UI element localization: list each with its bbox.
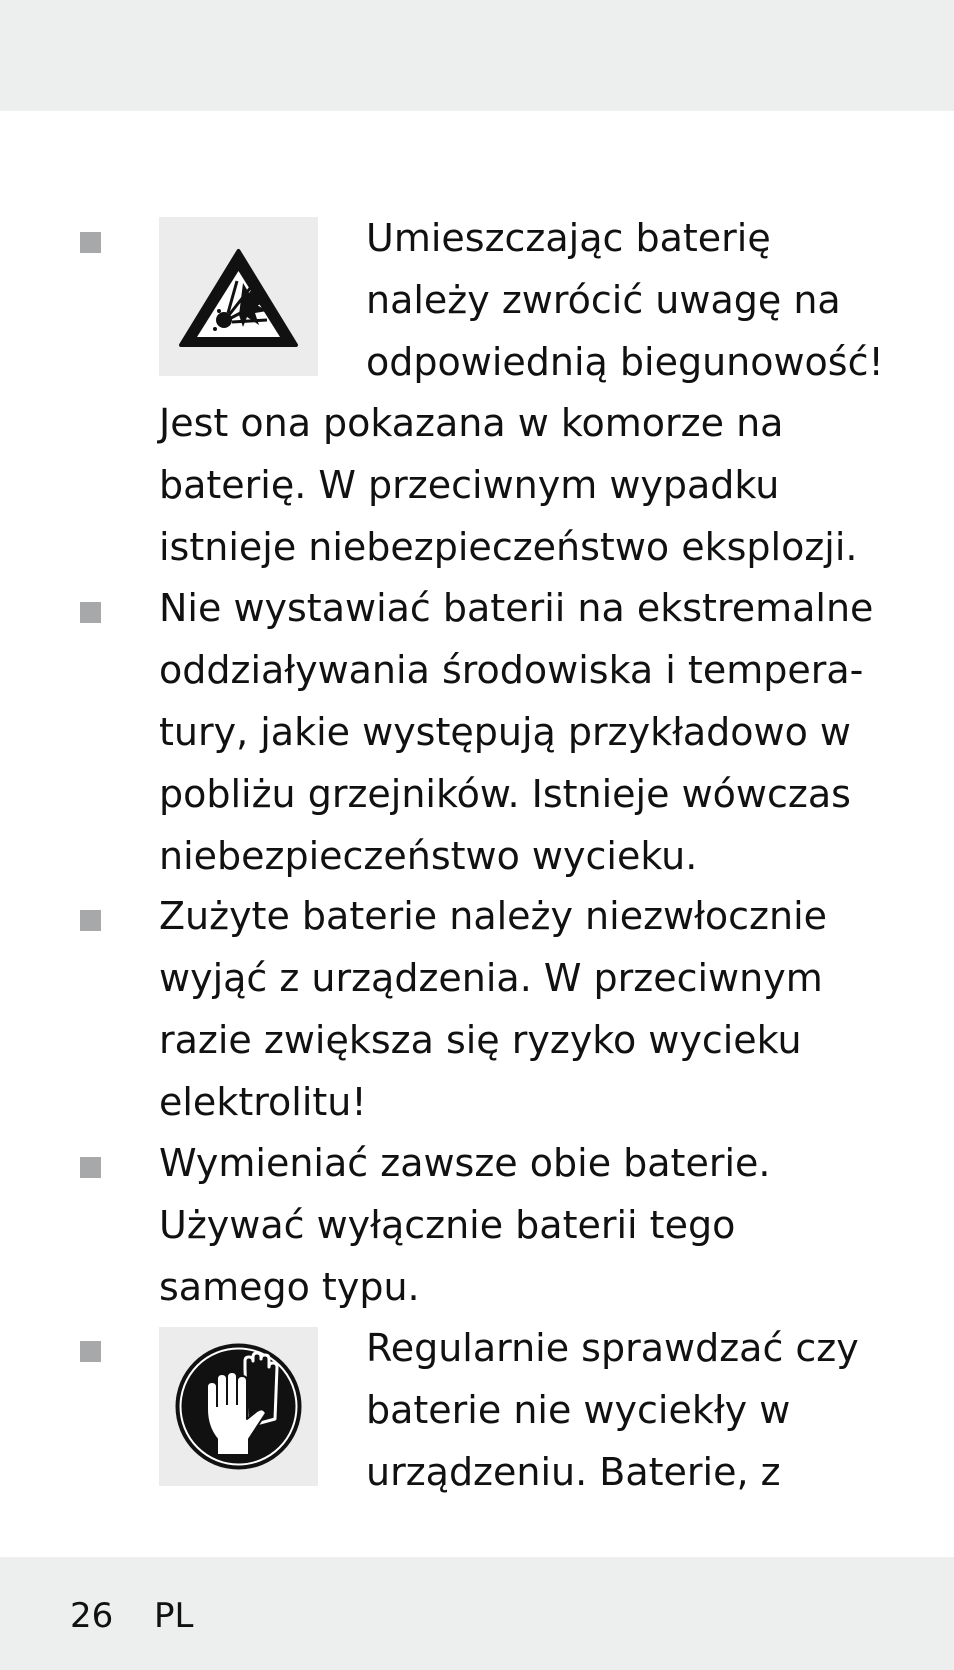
- text-line: samego typu.: [159, 1265, 420, 1309]
- text-line: elektrolitu!: [159, 1080, 367, 1124]
- footer-band: [0, 1557, 954, 1670]
- text-line: pobliżu grzejników. Istnieje wówczas: [159, 772, 851, 816]
- bullet-marker: [80, 232, 101, 253]
- text-line: wyjąć z urządzenia. W przeciwnym: [159, 956, 823, 1000]
- bullet-marker: [80, 1341, 101, 1362]
- text-line: Jest ona pokazana w komorze na: [159, 401, 784, 445]
- text-line: Regularnie sprawdzać czy: [366, 1326, 859, 1370]
- text-line: razie zwiększa się ryzyko wycieku: [159, 1018, 802, 1062]
- text-line: tury, jakie występują przykładowo w: [159, 710, 852, 754]
- text-line: istnieje niebezpieczeństwo eksplozji.: [159, 525, 858, 569]
- text-line: baterie nie wyciekły w: [366, 1388, 791, 1432]
- item-1-text: [159, 392, 899, 578]
- item-2-text: [159, 577, 899, 887]
- protective-gloves-icon: [159, 1327, 318, 1486]
- item-1-text-beside-icon: [366, 207, 906, 393]
- text-line: niebezpieczeństwo wycieku.: [159, 834, 698, 878]
- text-line: oddziaływania środowiska i tempera-: [159, 648, 864, 692]
- text-line: Wymieniać zawsze obie baterie.: [159, 1141, 771, 1185]
- text-line: odpowiednią biegunowość!: [366, 340, 884, 384]
- header-band: [0, 0, 954, 111]
- page-number: 26: [70, 1596, 114, 1636]
- text-line: Zużyte baterie należy niezwłocznie: [159, 894, 828, 938]
- text-line: urządzeniu. Baterie, z: [366, 1450, 781, 1494]
- bullet-marker: [80, 602, 101, 623]
- item-5-text-beside-icon: [366, 1317, 906, 1503]
- language-code: PL: [154, 1596, 194, 1636]
- text-line: Używać wyłącznie baterii tego: [159, 1203, 736, 1247]
- bullet-marker: [80, 1157, 101, 1178]
- bullet-marker: [80, 910, 101, 931]
- text-line: należy zwrócić uwagę na: [366, 278, 841, 322]
- text-line: Umieszczając baterię: [366, 216, 771, 260]
- text-line: baterię. W przeciwnym wypadku: [159, 463, 780, 507]
- text-line: Nie wystawiać baterii na ekstremalne: [159, 586, 874, 630]
- item-3-text: [159, 885, 899, 1133]
- explosion-warning-icon: [159, 217, 318, 376]
- item-4-text: [159, 1132, 899, 1318]
